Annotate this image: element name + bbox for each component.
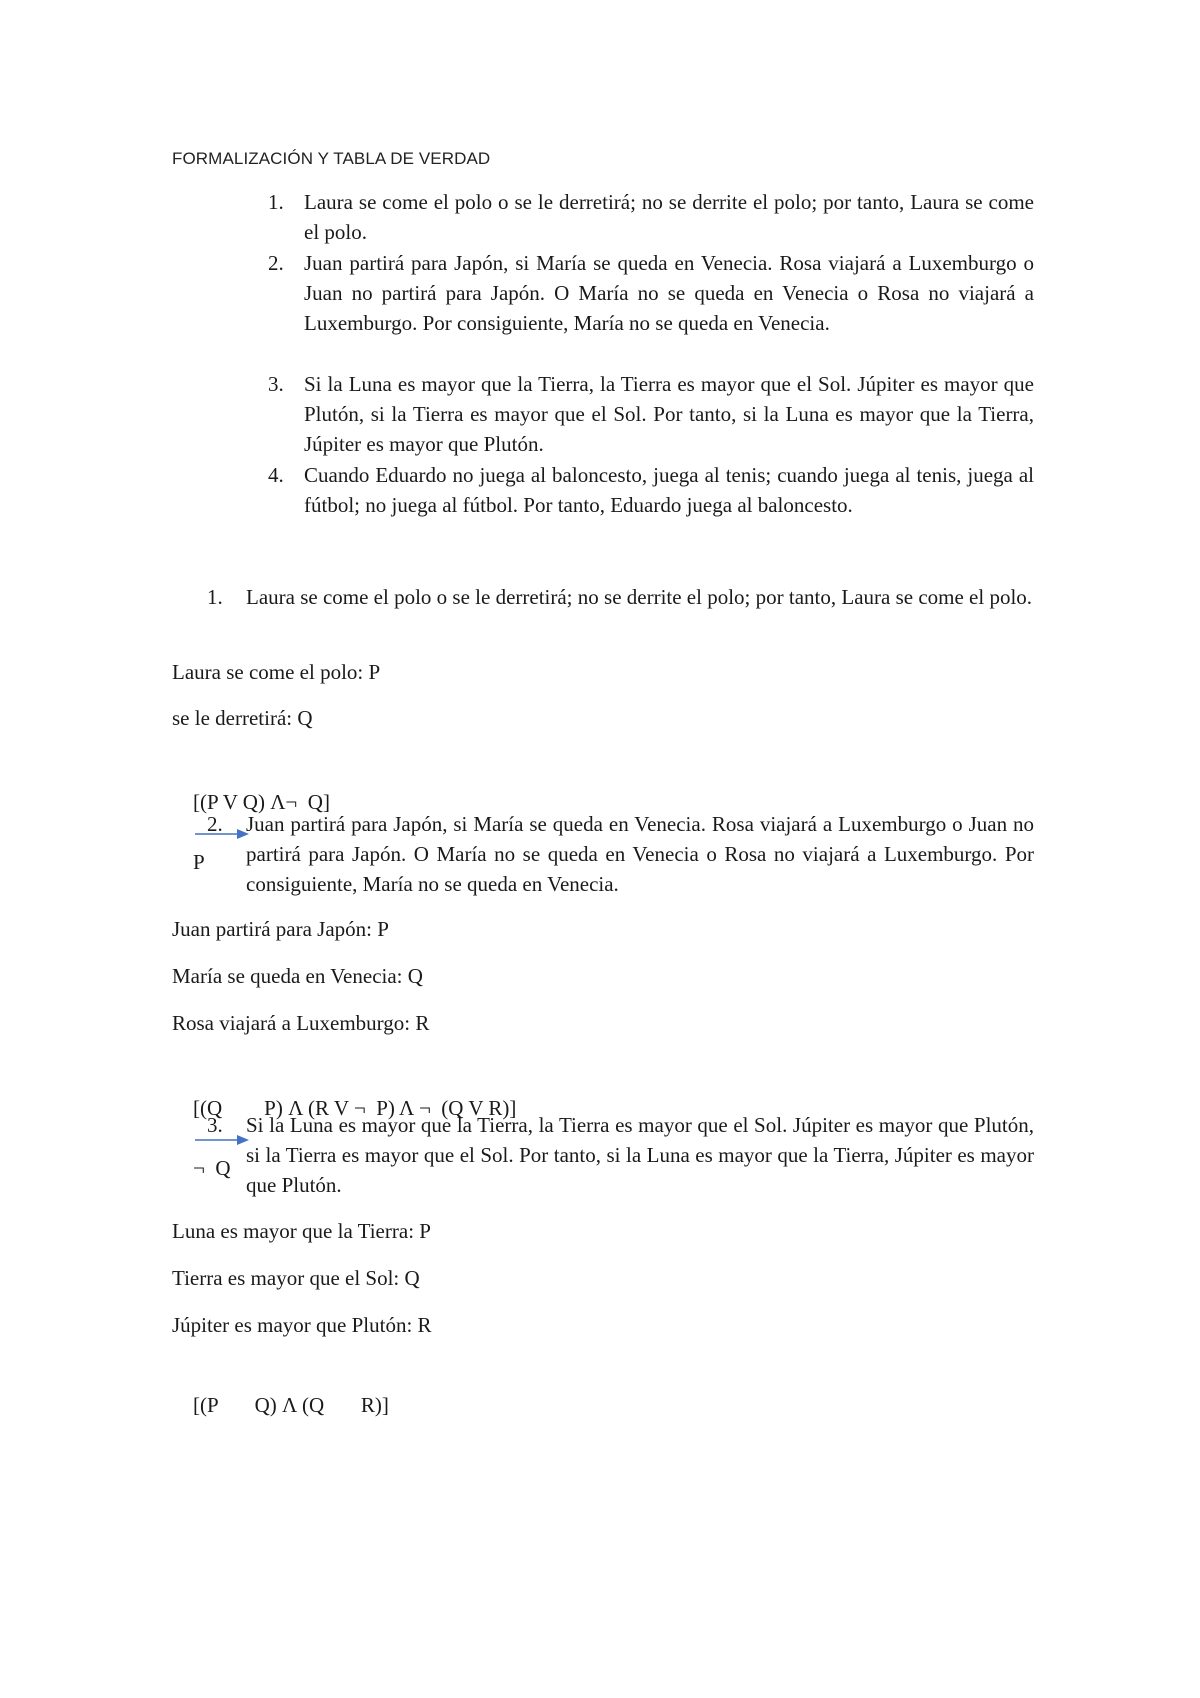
variable-definition: Tierra es mayor que el Sol: Q	[172, 1266, 420, 1290]
solution-number: 2.	[207, 812, 223, 836]
exercise-item-2	[268, 248, 1034, 338]
formula-premises: [(Q P) Λ (R V ¬ P) Λ ¬ (Q V R)]	[193, 1096, 517, 1120]
solution-text: Si la Luna es mayor que la Tierra, la Tierra es mayor que el Sol. Júpiter es mayor que Plutón, si la Tierra es mayor que el Sol. Por tanto, si la Luna es mayor que la Tierra, Júpiter es mayor que Plutón.	[246, 1113, 1034, 1197]
document-heading: FORMALIZACIÓN Y TABLA DE VERDAD	[172, 149, 491, 168]
formula-premises: [(P V Q) Λ¬ Q]	[193, 790, 330, 814]
variable-definition: Juan partirá para Japón: P	[172, 917, 389, 941]
exercise-number: 4.	[268, 463, 284, 487]
logic-formula-3	[172, 1360, 389, 1450]
variable-definition: María se queda en Venecia: Q	[172, 964, 423, 988]
variable-definition: Laura se come el polo: P	[172, 660, 381, 684]
exercise-text: Juan partirá para Japón, si María se queda en Venecia. Rosa viajará a Luxemburgo o Juan no partirá para Japón. O María no se queda en Venecia o Rosa no viajará a Luxemburgo. Por consiguiente, María no se queda en Venecia.	[304, 251, 1034, 335]
variable-definition: Luna es mayor que la Tierra: P	[172, 1219, 431, 1243]
exercise-item-3	[268, 369, 1034, 459]
exercise-number: 2.	[268, 251, 284, 275]
solution-number: 3.	[207, 1113, 223, 1137]
exercise-number: 3.	[268, 372, 284, 396]
exercise-item-1	[268, 187, 1034, 247]
solution-text: Juan partirá para Japón, si María se queda en Venecia. Rosa viajará a Luxemburgo o Juan no partirá para Japón. O María no se queda en Venecia o Rosa no viajará a Luxemburgo. Por consiguiente, María no se queda en Venecia.	[246, 812, 1034, 896]
formula-conclusion: ¬ Q	[193, 1156, 231, 1180]
formula-premises: [(P Q) Λ (Q R)]	[193, 1393, 389, 1417]
exercise-text: Si la Luna es mayor que la Tierra, la Tierra es mayor que el Sol. Júpiter es mayor que Plutón, si la Tierra es mayor que el Sol. Por tanto, si la Luna es mayor que la Tierra, Júpiter es mayor que Plutón.	[304, 372, 1034, 456]
exercise-text: Laura se come el polo o se le derretirá; no se derrite el polo; por tanto, Laura se come el polo.	[304, 190, 1034, 244]
solution-item-1	[207, 582, 1034, 612]
variable-definition: se le derretirá: Q	[172, 706, 313, 730]
exercise-text: Cuando Eduardo no juega al baloncesto, juega al tenis; cuando juega al tenis, juega al fútbol; no juega al fútbol. Por tanto, Eduardo juega al baloncesto.	[304, 463, 1034, 517]
solution-text: Laura se come el polo o se le derretirá; no se derrite el polo; por tanto, Laura se come el polo.	[246, 585, 1033, 609]
variable-definition: Rosa viajará a Luxemburgo: R	[172, 1011, 430, 1035]
exercise-item-4	[268, 460, 1034, 520]
exercise-number: 1.	[268, 190, 284, 214]
formula-conclusion: P	[193, 850, 205, 874]
solution-number: 1.	[207, 585, 223, 609]
solution-item-2	[207, 809, 1034, 899]
solution-item-3	[207, 1110, 1034, 1200]
variable-definition: Júpiter es mayor que Plutón: R	[172, 1313, 432, 1337]
